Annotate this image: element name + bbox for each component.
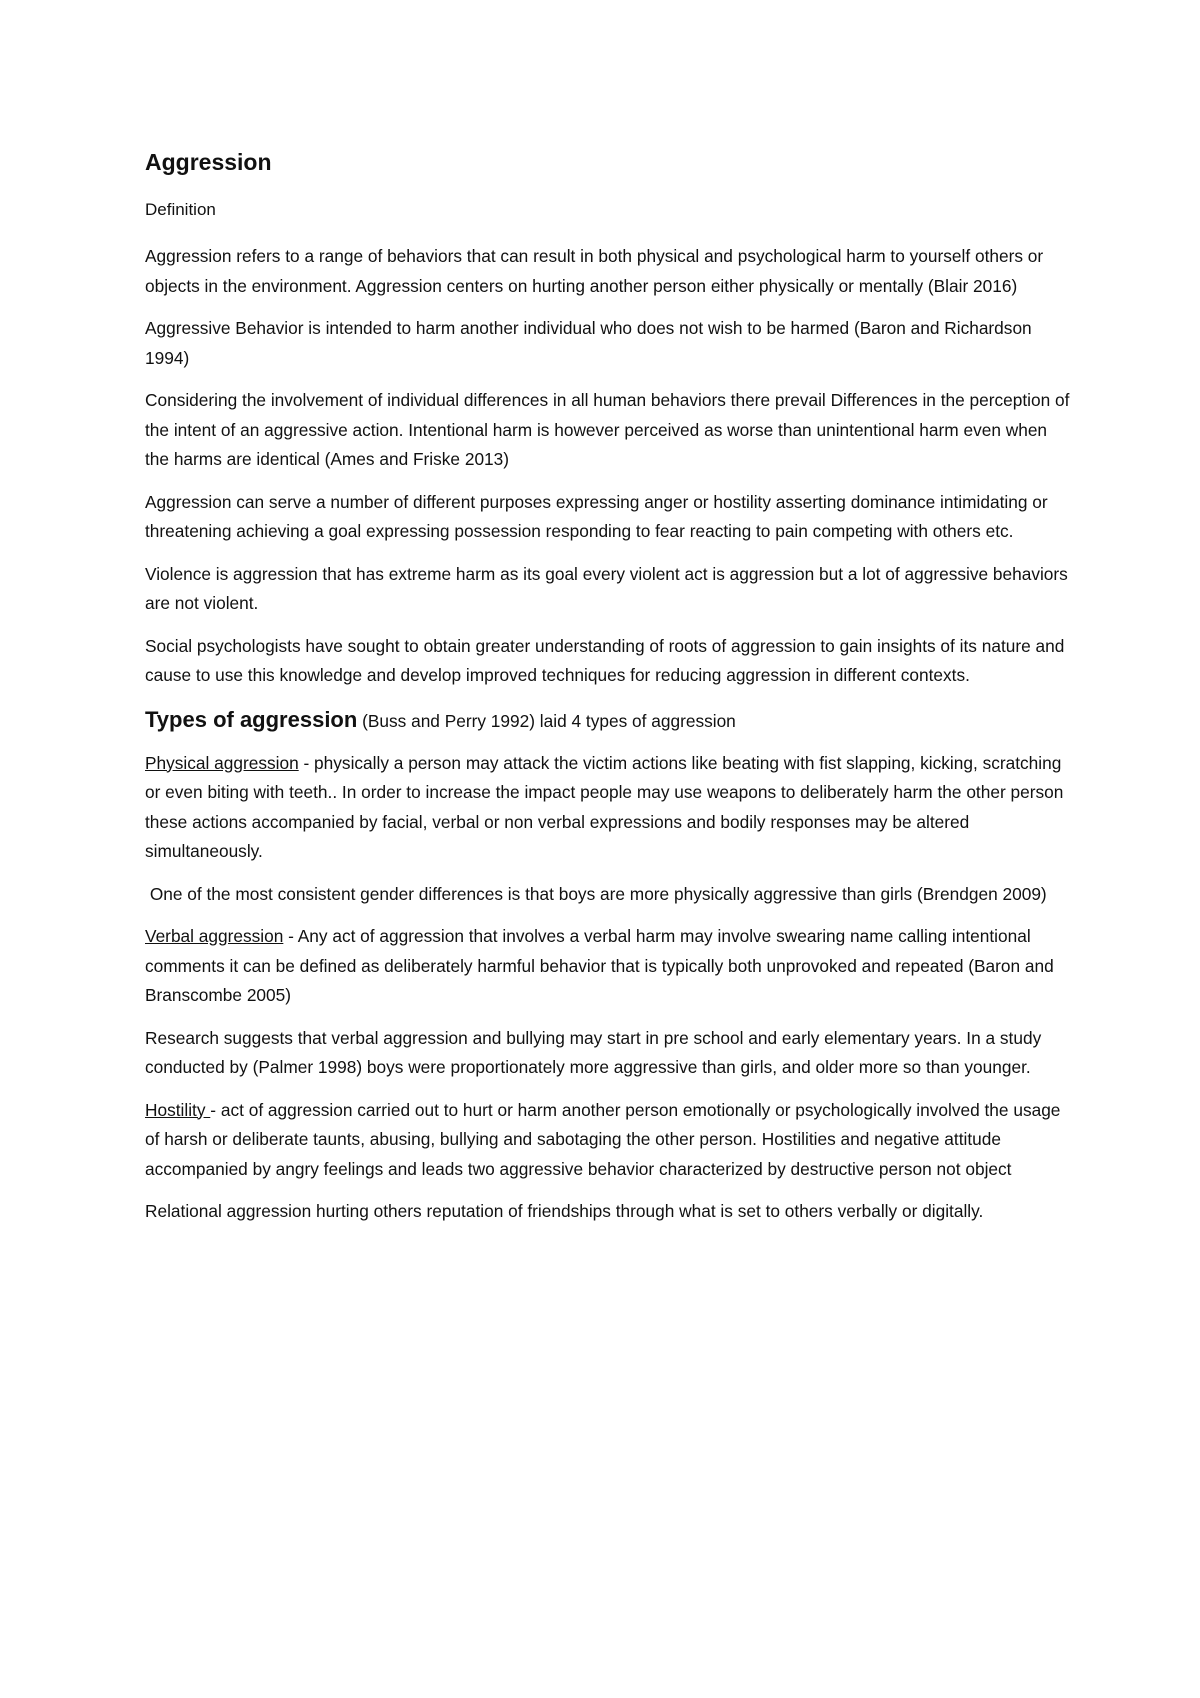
hostility-text: - act of aggression carried out to hurt or harm another person emotionally or psychologically involved the usage of harsh or deliberate taunts, abusing, bullying and sabotaging the other person. Hostilities and negative attitude accompanied by angry feelings and leads two aggressive behavior characterized by destructive person not object [145,1099,1061,1179]
hostility-term: Hostility [145,1099,211,1120]
paragraph-physical [145,749,1075,867]
verbal-term: Verbal aggression [145,926,284,946]
paragraph-definition-5: Violence is aggression that has extreme harm as its goal every violent act is aggression but a lot of aggressive behaviors are not violent. [145,563,1068,613]
document-page [145,147,1075,1240]
section-subtitle-definition: Definition [145,200,216,219]
paragraph-research-note: Research suggests that verbal aggression and bullying may start in pre school and early elementary years. In a study conducted by (Palmer 1998) boys were proportionately more aggressive than girls, and older more so than younger. [145,1027,1042,1077]
verbal-text: - Any act of aggression that involves a verbal harm may involve swearing name calling intentional comments it can be defined as deliberately harmful behavior that is typically both unprovoked and repeated (Baron and Branscombe 2005) [145,926,1054,1005]
physical-text: - physically a person may attack the victim actions like beating with fist slapping, kicking, scratching or even biting with teeth.. In order to increase the impact people may use weapons to deliberately harm the other person these actions accompanied by facial, verbal or non verbal expressions and bodily responses may be altered simultaneously. [145,752,1064,861]
types-heading [145,704,1075,737]
paragraph-definition-4: Aggression can serve a number of different purposes expressing anger or hostility asserting dominance intimidating or threatening achieving a goal expressing possession responding to fear reacting to pain competing with others etc. [145,491,1048,541]
paragraph-verbal [145,922,1075,1011]
types-heading-bold: Types of aggression [145,706,358,732]
paragraph-hostility [145,1096,1075,1185]
types-heading-rest: (Buss and Perry 1992) laid 4 types of aggression [357,710,736,731]
paragraph-definition-3: Considering the involvement of individual differences in all human behaviors there prevail Differences in the perception of the intent of an aggressive action. Intentional harm is however perceived as worse than unintentional harm even when the harms are identical (Ames and Friske 2013) [145,390,1070,469]
paragraph-definition-1: Aggression refers to a range of behaviors that can result in both physical and psychological harm to yourself others or objects in the environment. Aggression centers on hurting another person either physically or mentally (Blair 2016) [145,246,1044,296]
paragraph-definition-6: Social psychologists have sought to obtain greater understanding of roots of aggression to gain insights of its nature and cause to use this knowledge and develop improved techniques for reducing aggression in different contexts. [145,635,1065,685]
paragraph-gender-note: One of the most consistent gender differences is that boys are more physically aggressive than girls (Brendgen 2009) [145,883,1047,904]
document-title: Aggression [145,149,272,175]
paragraph-relational-note: Relational aggression hurting others reputation of friendships through what is set to others verbally or digitally. [145,1201,984,1221]
paragraph-definition-2: Aggressive Behavior is intended to harm another individual who does not wish to be harmed (Baron and Richardson 1994) [145,318,1032,368]
physical-term: Physical aggression [145,752,299,773]
